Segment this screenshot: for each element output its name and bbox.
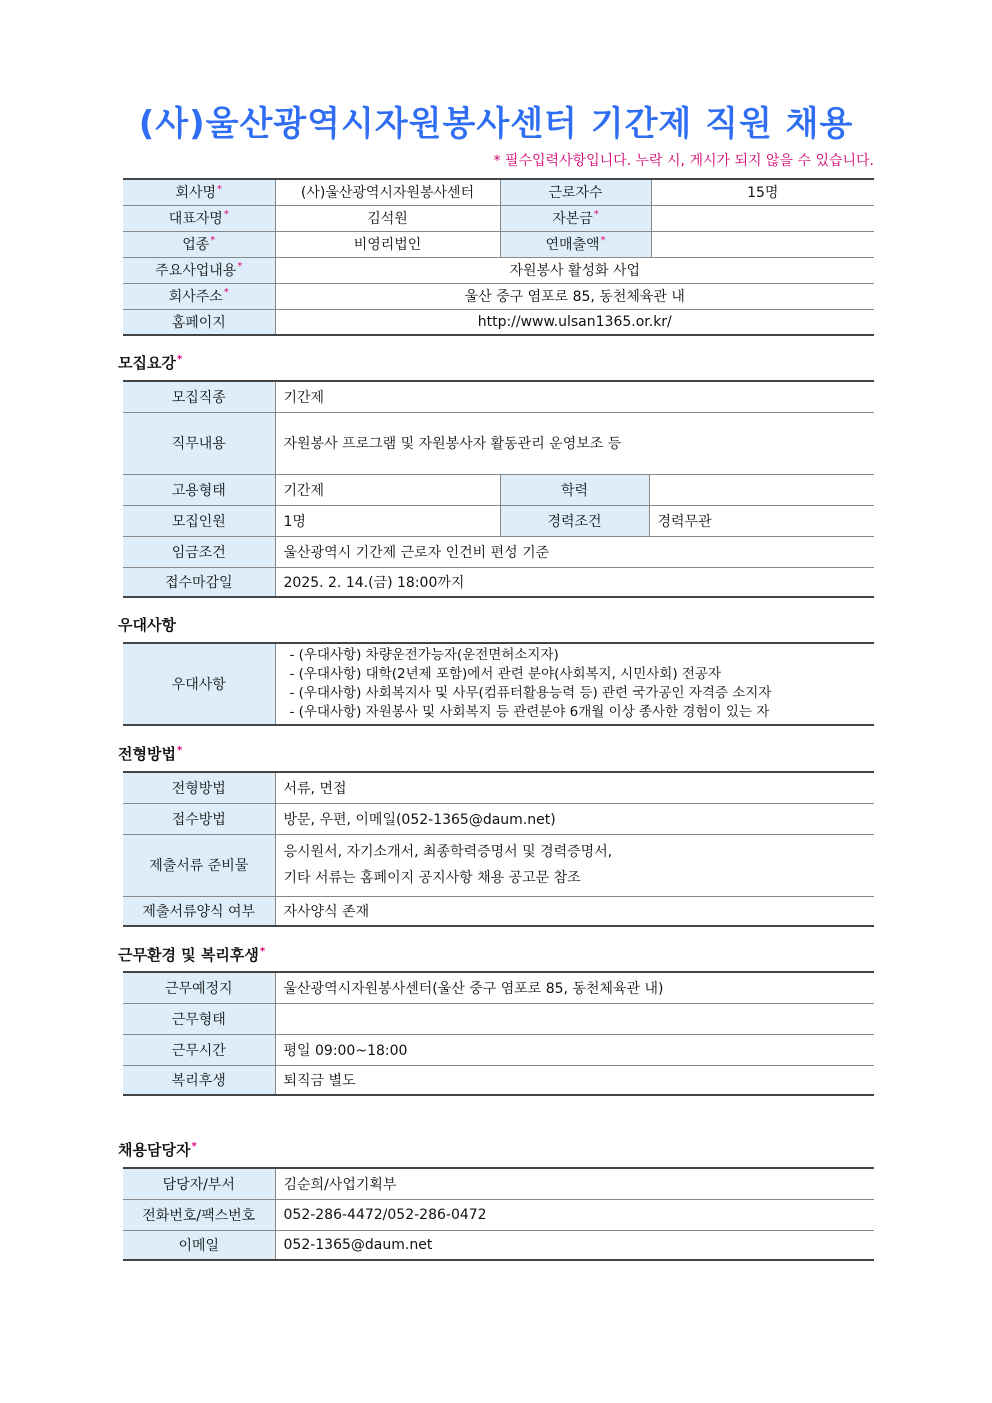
career-label: 경력조건 — [500, 505, 649, 536]
required-notice: * 필수입력사항입니다. 누락 시, 게시가 되지 않을 수 있습니다. — [493, 153, 874, 169]
business-value: 자원봉사 활성화 사업 — [275, 257, 874, 283]
form-value: 자사양식 존재 — [275, 896, 874, 926]
selection-heading: 전형방법* — [118, 745, 183, 763]
email-label: 이메일 — [123, 1230, 275, 1260]
sales-label: 연매출액* — [500, 231, 651, 257]
ceo-value: 김석원 — [275, 205, 500, 231]
industry-value: 비영리법인 — [275, 231, 500, 257]
form-label: 제출서류양식 여부 — [123, 896, 275, 926]
industry-label: 업종* — [123, 231, 275, 257]
headcount-value: 1명 — [275, 505, 500, 536]
contact-table — [123, 1167, 874, 1261]
education-label: 학력 — [500, 474, 649, 505]
recruit-table — [123, 380, 874, 598]
welfare-label: 복리후생 — [123, 1065, 275, 1095]
headcount-label: 모집인원 — [123, 505, 275, 536]
employees-value: 15명 — [651, 179, 874, 205]
company-name-label: 회사명* — [123, 179, 275, 205]
contact-heading: 채용담당자* — [118, 1141, 197, 1159]
list-item: - (우대사항) 사회복지사 및 사무(컴퓨터활용능력 등) 관련 국가공인 자격증 소지자 — [289, 685, 772, 701]
docs-label: 제출서류 준비물 — [123, 834, 275, 896]
company-name-value: (사)울산광역시자원봉사센터 — [275, 179, 500, 205]
ceo-label: 대표자명* — [123, 205, 275, 231]
list-item: - (우대사항) 대학(2년제 포함)에서 관련 분야(사회복지, 시민사회) 전공자 — [289, 666, 721, 682]
employment-label: 고용형태 — [123, 474, 275, 505]
capital-label: 자본금* — [500, 205, 651, 231]
location-label: 근무예정지 — [123, 972, 275, 1003]
homepage-label: 홈페이지 — [123, 309, 275, 335]
sales-value — [651, 231, 874, 257]
employment-value: 기간제 — [275, 474, 500, 505]
address-label: 회사주소* — [123, 283, 275, 309]
deadline-value: 2025. 2. 14.(금) 18:00까지 — [275, 567, 874, 597]
location-value: 울산광역시자원봉사센터(울산 중구 염포로 85, 동천체육관 내) — [275, 972, 874, 1003]
worktype-label: 근무형태 — [123, 1003, 275, 1034]
list-item: - (우대사항) 차량운전가능자(운전면허소지자) — [289, 647, 559, 663]
preference-list — [275, 643, 874, 725]
preference-label: 우대사항 — [123, 643, 275, 725]
capital-value — [651, 205, 874, 231]
recruit-type-value: 기간제 — [275, 381, 874, 412]
docs-value — [275, 834, 874, 896]
duty-label: 직무내용 — [123, 412, 275, 474]
employees-label: 근로자수 — [500, 179, 651, 205]
recruit-type-label: 모집직종 — [123, 381, 275, 412]
hours-label: 근무시간 — [123, 1034, 275, 1065]
hours-value: 평일 09:00~18:00 — [275, 1034, 874, 1065]
apply-label: 접수방법 — [123, 803, 275, 834]
worktype-value — [275, 1003, 874, 1034]
person-value: 김순희/사업기획부 — [275, 1168, 874, 1199]
address-value: 울산 중구 염포로 85, 동천체육관 내 — [275, 283, 874, 309]
environment-heading: 근무환경 및 복리후생* — [118, 946, 266, 964]
preference-table — [123, 642, 874, 726]
homepage-link[interactable]: http://www.ulsan1365.or.kr/ — [275, 309, 874, 335]
welfare-value: 퇴직금 별도 — [275, 1065, 874, 1095]
email-value[interactable]: 052-1365@daum.net — [275, 1230, 874, 1260]
method-label: 전형방법 — [123, 772, 275, 803]
environment-table — [123, 971, 874, 1096]
education-value — [649, 474, 874, 505]
person-label: 담당자/부서 — [123, 1168, 275, 1199]
career-value: 경력무관 — [649, 505, 874, 536]
docs-line: 응시원서, 자기소개서, 최종학력증명서 및 경력증명서, — [283, 844, 613, 860]
selection-table — [123, 771, 874, 927]
recruit-heading: 모집요강* — [118, 354, 183, 372]
duty-value: 자원봉사 프로그램 및 자원봉사자 활동관리 운영보조 등 — [275, 412, 874, 474]
apply-value: 방문, 우편, 이메일(052-1365@daum.net) — [275, 803, 874, 834]
list-item: - (우대사항) 자원봉사 및 사회복지 등 관련분야 6개월 이상 종사한 경험이 있는 자 — [289, 704, 770, 720]
phone-label: 전화번호/팩스번호 — [123, 1199, 275, 1230]
business-label: 주요사업내용* — [123, 257, 275, 283]
preference-heading: 우대사항 — [118, 616, 176, 634]
method-value: 서류, 면접 — [275, 772, 874, 803]
docs-line: 기타 서류는 홈페이지 공지사항 채용 공고문 참조 — [283, 870, 581, 886]
wage-label: 임금조건 — [123, 536, 275, 567]
wage-value: 울산광역시 기간제 근로자 인건비 편성 기준 — [275, 536, 874, 567]
deadline-label: 접수마감일 — [123, 567, 275, 597]
company-info-table — [123, 178, 874, 336]
phone-value: 052-286-4472/052-286-0472 — [275, 1199, 874, 1230]
page-title: (사)울산광역시자원봉사센터 기간제 직원 채용 — [138, 104, 854, 144]
